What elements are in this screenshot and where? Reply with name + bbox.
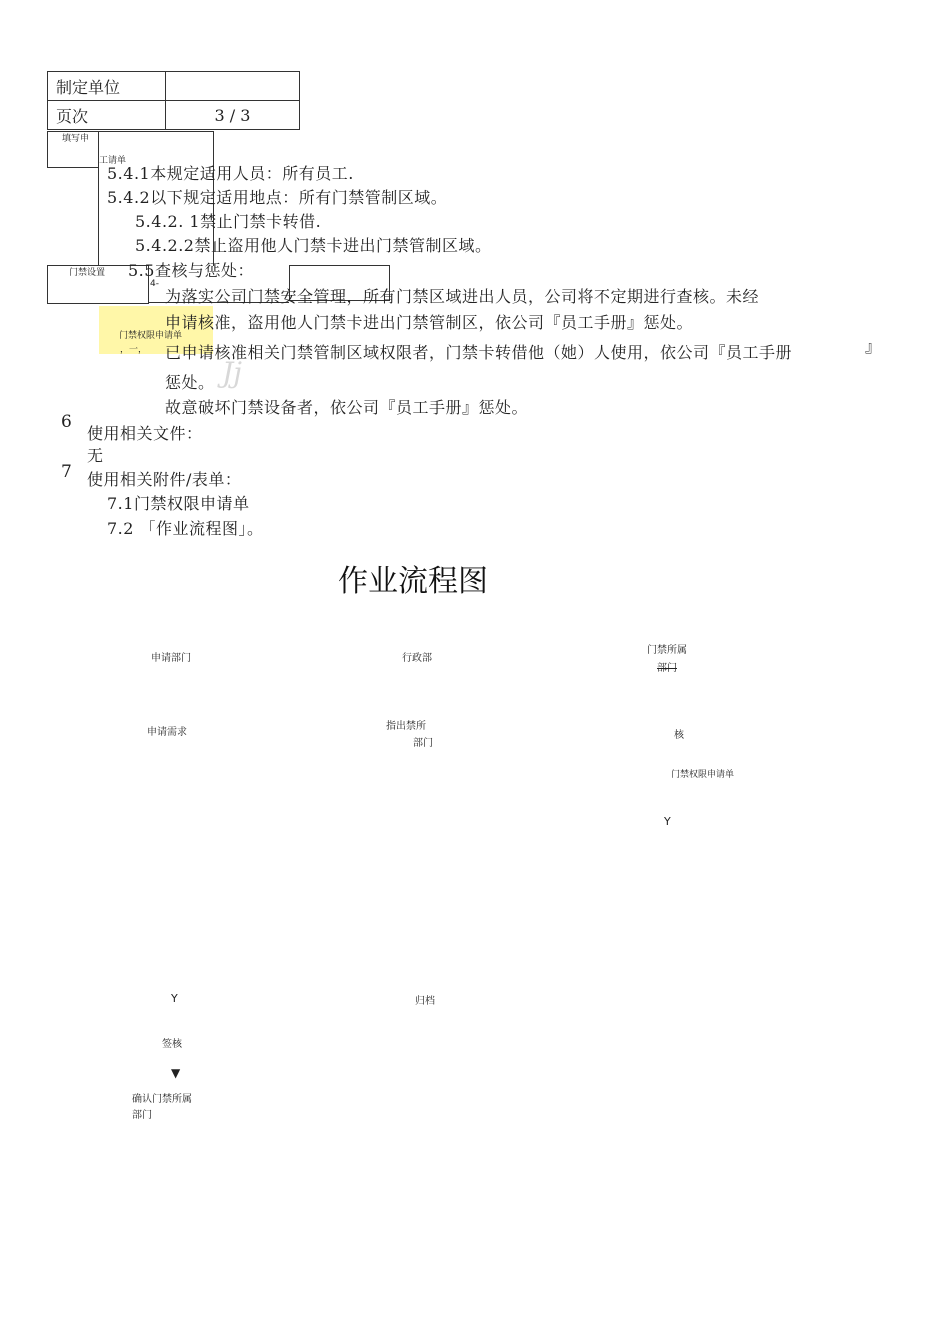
step-sign-review: 签核 (162, 1039, 182, 1050)
fragment-line (98, 131, 99, 266)
bullet-mark: ，一， (120, 345, 148, 355)
unit-label: 制定单位 (48, 72, 166, 101)
step-confirm-line-1: 确认门禁所属 (132, 1094, 192, 1105)
arrow-mark: 4- (150, 279, 159, 289)
section-7-title: 使用相关附件/表单： (87, 470, 242, 489)
paragraph-1-line-2: 申请核准，盗用他人门禁卡进出门禁管制区，依公司『员工手册』惩处。 (165, 313, 694, 332)
clause-5-4-1: 5.4.1本规定适用人员：所有员工. (107, 164, 354, 183)
clause-5-5: 5.5查核与惩处： (128, 261, 254, 280)
down-arrow-icon: ▼ (171, 1066, 181, 1080)
paragraph-3: 故意破坏门禁设备者，依公司『员工手册』惩处。 (165, 398, 529, 417)
fill-form-fragment: 填写申 (62, 134, 90, 144)
fragment-line (47, 131, 48, 167)
unit-value (166, 72, 300, 101)
attachment-7-1: 7.1门禁权限申请单 (107, 494, 250, 513)
lane-applicant-dept: 申请部门 (151, 653, 191, 664)
step-point-dept-line-2: 部门 (413, 738, 433, 749)
section-7-number: 7 (61, 462, 72, 482)
page-value: 3 / 3 (166, 101, 300, 130)
attachment-7-2: 7.2 「作业流程图」。 (107, 519, 264, 538)
step-archive: 归档 (415, 996, 435, 1007)
fragment-line (47, 131, 214, 132)
clause-5-4-2-2: 5.4.2.2禁止盗用他人门禁卡进出门禁管制区域。 (135, 236, 492, 255)
work-order-fragment: 工请单 (99, 156, 127, 166)
clause-5-4-2-1: 5.4.2. 1禁止门禁卡转借. (135, 212, 322, 231)
page-label: 页次 (48, 101, 166, 130)
clause-5-4-2: 5.4.2以下规定适用地点：所有门禁管制区域。 (107, 188, 448, 207)
section-6-number: 6 (61, 412, 72, 432)
step-point-dept-line-1: 指出禁所 (386, 721, 426, 732)
access-setting-label: 门禁设置 (69, 268, 106, 278)
lane-owner-dept-line-2: 部门 (657, 663, 677, 674)
step-review: 核 (674, 730, 684, 741)
flowchart-title: 作业流程图 (338, 564, 488, 599)
lane-owner-dept-line-1: 门禁所属 (647, 645, 687, 656)
paragraph-2-line-2: 惩处。 (165, 373, 215, 392)
step-confirm-line-2: 部门 (132, 1110, 152, 1121)
script-mark: Jj (222, 356, 242, 389)
header-table (47, 71, 300, 130)
step-apply-need: 申请需求 (147, 727, 187, 738)
bracket-close: 』 (865, 337, 882, 356)
step-access-form: 门禁权限申请单 (671, 770, 735, 780)
paragraph-1-line-1: 为落实公司门禁安全管理，所有门禁区域进出人员，公司将不定期进行查核。未经 (165, 287, 760, 306)
section-6-title: 使用相关文件： (87, 424, 203, 443)
section-6-value: 无 (87, 446, 104, 465)
yes-label-right: Y (664, 815, 671, 828)
lane-admin-dept: 行政部 (402, 653, 432, 664)
paragraph-2-line-1: 已申请核准相关门禁管制区域权限者，门禁卡转借他（她）人使用，依公司『员工手册 (165, 343, 793, 362)
access-form-fragment: 门禁权限申请单 (119, 331, 183, 341)
yes-label-left: Y (171, 992, 178, 1005)
fragment-line (47, 167, 98, 168)
